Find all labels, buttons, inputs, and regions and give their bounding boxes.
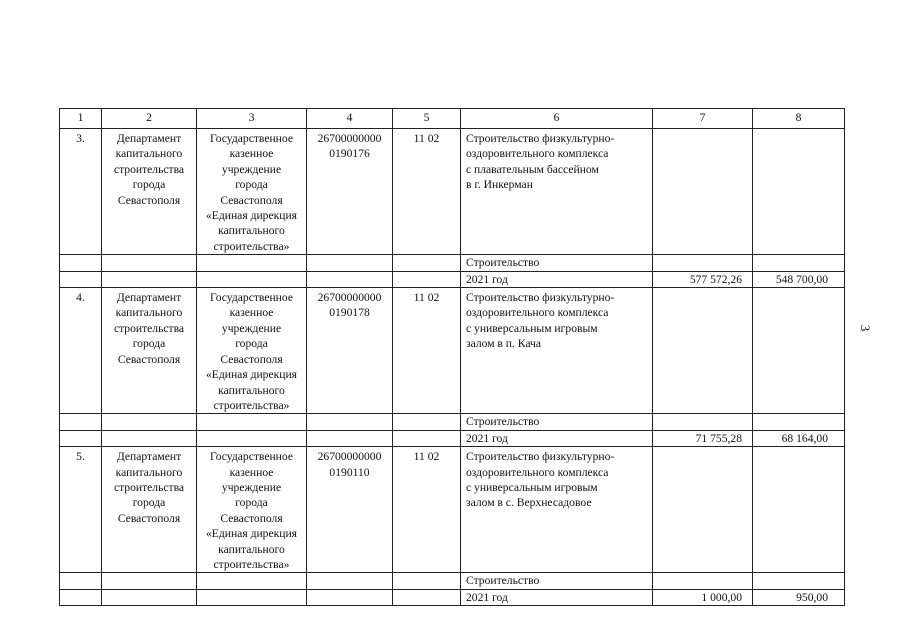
column-header: 7 <box>653 109 753 129</box>
work-kind-cell: Строительство <box>461 255 653 271</box>
object-cell: Строительство физкультурно- оздоровительного комплекса с универсальным игровым залом в с. Верхнесадовое <box>461 447 653 573</box>
empty-cell <box>753 129 845 255</box>
institution-cell: Государственное казенное учреждение города Севастополя «Единая дирекция капитального строительства» <box>197 447 307 573</box>
amount-col8: 950,00 <box>753 589 845 605</box>
object-cell: Строительство физкультурно- оздоровительного комплекса с плавательным бассейном в г. Инкерман <box>461 129 653 255</box>
table-row <box>60 129 845 255</box>
amount-col7: 1 000,00 <box>653 589 753 605</box>
amount-col7: 577 572,26 <box>653 271 753 287</box>
column-header: 5 <box>393 109 461 129</box>
column-header: 1 <box>60 109 102 129</box>
institution-cell: Государственное казенное учреждение города Севастополя «Единая дирекция капитального строительства» <box>197 129 307 255</box>
empty-cell <box>653 129 753 255</box>
page-number: 3 <box>858 324 873 332</box>
year-cell: 2021 год <box>461 271 653 287</box>
department-cell: Департамент капитального строительства города Севастополя <box>102 129 197 255</box>
entry-number: 5. <box>60 447 102 573</box>
amount-col8: 548 700,00 <box>753 271 845 287</box>
document-sheet <box>59 108 844 606</box>
column-header: 2 <box>102 109 197 129</box>
empty-cell <box>653 447 753 573</box>
year-cell: 2021 год <box>461 430 653 446</box>
work-kind-cell: Строительство <box>461 414 653 430</box>
code-cell: 26700000000 0190110 <box>307 447 393 573</box>
object-cell: Строительство физкультурно- оздоровительного комплекса с универсальным игровым залом в п. Кача <box>461 288 653 414</box>
code-cell: 26700000000 0190178 <box>307 288 393 414</box>
year-cell: 2021 год <box>461 589 653 605</box>
section-cell: 11 02 <box>393 447 461 573</box>
table-row <box>60 414 845 430</box>
amount-col7: 71 755,28 <box>653 430 753 446</box>
column-header: 8 <box>753 109 845 129</box>
department-cell: Департамент капитального строительства города Севастополя <box>102 447 197 573</box>
table-row <box>60 447 845 573</box>
table-row <box>60 589 845 605</box>
table-row <box>60 255 845 271</box>
table-row <box>60 573 845 589</box>
column-header: 3 <box>197 109 307 129</box>
work-kind-cell: Строительство <box>461 573 653 589</box>
column-header: 6 <box>461 109 653 129</box>
empty-cell <box>653 288 753 414</box>
budget-table <box>59 108 845 606</box>
table-row <box>60 430 845 446</box>
empty-cell <box>753 447 845 573</box>
empty-cell <box>753 288 845 414</box>
entry-number: 3. <box>60 129 102 255</box>
section-cell: 11 02 <box>393 288 461 414</box>
table-row <box>60 288 845 414</box>
amount-col8: 68 164,00 <box>753 430 845 446</box>
code-cell: 26700000000 0190176 <box>307 129 393 255</box>
column-header: 4 <box>307 109 393 129</box>
section-cell: 11 02 <box>393 129 461 255</box>
entry-number: 4. <box>60 288 102 414</box>
institution-cell: Государственное казенное учреждение города Севастополя «Единая дирекция капитального строительства» <box>197 288 307 414</box>
column-number-row <box>60 109 845 129</box>
department-cell: Департамент капитального строительства города Севастополя <box>102 288 197 414</box>
table-row <box>60 271 845 287</box>
